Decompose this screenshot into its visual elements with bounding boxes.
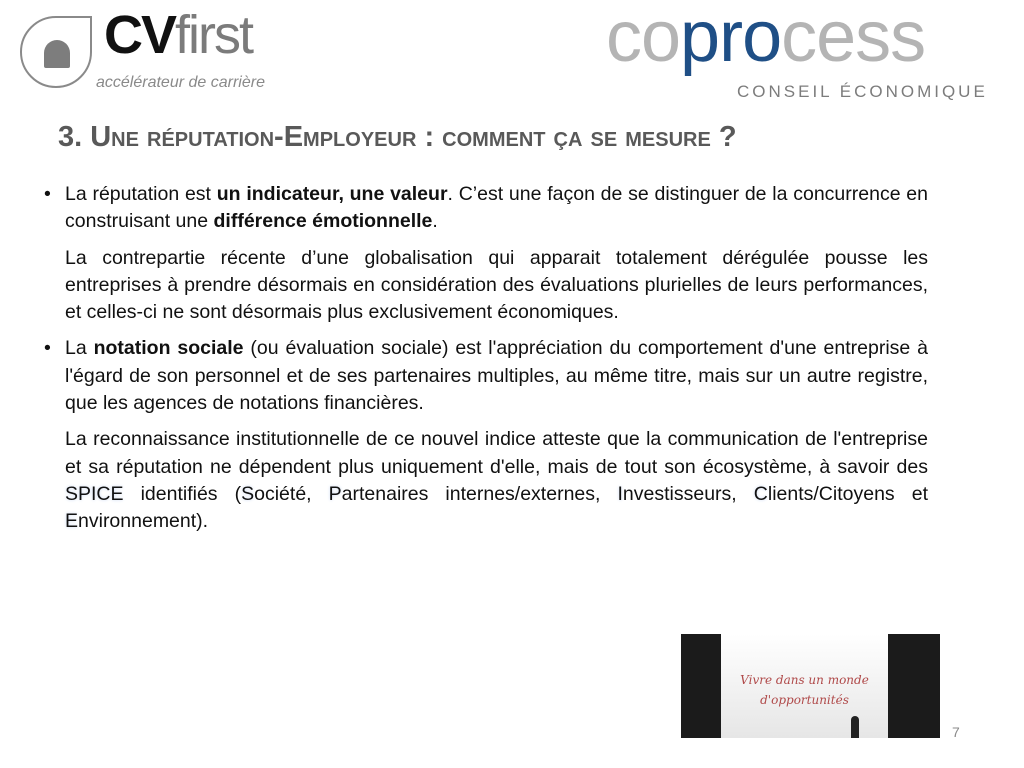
text: . (432, 210, 438, 233)
text: . C’est une façon de se distinguer de la concurrence en construisant une (65, 183, 928, 233)
initial-p: P (328, 482, 342, 505)
cvfirst-logo-mark (20, 16, 92, 88)
bullet: • (44, 183, 51, 205)
billboard-line: Vivre dans un monde (740, 673, 869, 687)
bullet: • (44, 337, 51, 360)
person-silhouette (851, 716, 859, 738)
spice-acronym: SPICE (65, 482, 124, 505)
coprocess-tagline: CONSEIL ÉCONOMIQUE (737, 82, 988, 101)
slide-title: 3. Une réputation-Employeur : comment ça se mesure ? (58, 121, 737, 153)
billboard-line: d'opportunités (760, 693, 849, 707)
text: nvestisseurs, (622, 482, 754, 505)
text: artenaires internes/externes, (341, 482, 618, 505)
bold-text: notation sociale (93, 337, 244, 360)
initial-i: I (617, 482, 623, 505)
initial-s: S (241, 482, 255, 505)
paragraph-notation-sociale (44, 335, 928, 417)
billboard (721, 634, 888, 738)
paragraph-spice (44, 426, 928, 535)
cvfirst-tagline: accélérateur de carrière (96, 74, 265, 91)
text: identifiés ( (123, 482, 242, 505)
coprocess-logo (606, 0, 926, 77)
page-number: 7 (952, 724, 960, 740)
billboard-text (721, 670, 888, 710)
paragraph-globalisation: La contrepartie récente d’une globalisation qui apparait totalement dérégulée pousse les entreprises à prendre désormais en considération des évaluations plurielles de leurs performances, et celles-ci ne sont désormais plus exclusivement économiques. (65, 246, 928, 324)
text: ociété, (254, 482, 329, 505)
initial-c: C (753, 482, 768, 505)
text: La (65, 337, 94, 360)
bold-text: un indicateur, une valeur (216, 183, 448, 205)
text: lients/Citoyens et (767, 482, 928, 505)
text: La reconnaissance institutionnelle de ce nouvel indice atteste que la communication de l'entreprise et sa réputation ne dépendent plus uniquement d'elle, mais de tout son écosystème, à savoir des (65, 428, 928, 478)
text: La réputation est (65, 183, 217, 205)
logo-co: co (606, 0, 681, 77)
text: (ou évaluation sociale) est l'appréciation du comportement d'une entreprise à l'égard de son personnel et de ses partenaires multiples, au même titre, mais sur un autre registre, que les agences de notations financières. (65, 337, 928, 415)
logo-pro: pro (680, 0, 782, 77)
initial-e: E (65, 510, 79, 533)
logo-cv: CV (104, 5, 176, 65)
logo-cess: cess (781, 0, 926, 77)
logo-first: first (175, 5, 253, 65)
paragraph-reputation (44, 181, 928, 236)
bold-text: différence émotionnelle (213, 210, 433, 233)
slide-body (44, 181, 928, 545)
opportunities-photo (681, 634, 940, 738)
text: nvironnement). (78, 510, 209, 533)
cvfirst-logo (104, 6, 252, 64)
